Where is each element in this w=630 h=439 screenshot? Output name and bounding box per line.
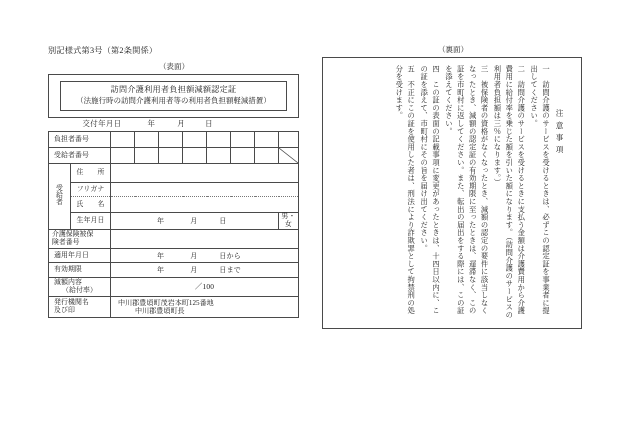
birthdate-label: 生年月日 bbox=[71, 213, 111, 230]
recipient-number-digit[interactable] bbox=[183, 148, 207, 164]
payer-number-label-text: 負担者番号 bbox=[54, 135, 89, 143]
certificate-subtitle: （法施行時の訪問介護利用者等の利用者負担額軽減措置） bbox=[76, 96, 271, 106]
recipient-number-digit[interactable] bbox=[207, 148, 231, 164]
address-row bbox=[49, 164, 299, 183]
back-page bbox=[322, 46, 584, 329]
insured-number-label-l2: 険者番号 bbox=[52, 238, 80, 246]
name-label: 氏 名 bbox=[71, 197, 111, 213]
issue-date-row bbox=[49, 118, 299, 132]
issuer-row bbox=[49, 296, 299, 317]
recipient-group-char: 受 bbox=[56, 185, 63, 193]
reduction-label-l1: 減額内容 bbox=[54, 279, 82, 287]
payer-number-digit[interactable] bbox=[135, 132, 159, 148]
issuer-label bbox=[49, 296, 111, 317]
issuer-label-l2-wrap bbox=[51, 307, 108, 315]
back-side-label: （裏面） bbox=[437, 45, 469, 54]
recipient-number-digit[interactable] bbox=[231, 148, 255, 164]
apply-year: 年 bbox=[157, 251, 165, 260]
recipient-number-strikethrough-cell[interactable] bbox=[279, 148, 299, 164]
birthdate-row bbox=[49, 213, 299, 230]
reduction-label-l2: （給付率） bbox=[62, 286, 97, 294]
insured-number-row bbox=[49, 229, 299, 248]
name-row bbox=[49, 197, 299, 213]
diagonal-strike-icon bbox=[279, 148, 298, 163]
payer-number-digit[interactable] bbox=[159, 132, 183, 148]
apply-date-label bbox=[49, 248, 111, 263]
issuer-label-l1: 発行機関名 bbox=[54, 299, 89, 307]
payer-number-digit[interactable] bbox=[207, 132, 231, 148]
notes-box bbox=[322, 57, 582, 329]
valid-period-label-text: 有効期限 bbox=[54, 266, 82, 274]
address-label: 住 所 bbox=[71, 164, 111, 183]
recipient-number-digit[interactable] bbox=[135, 148, 159, 164]
recipient-number-label bbox=[49, 148, 111, 164]
note-item-1: 一 訪問介護のサービスを受けるときは、必ずこの認定証を事業者に提出してください。 bbox=[530, 65, 551, 315]
recipient-number-row bbox=[49, 148, 299, 164]
note-item-5: 五 不正にこの証を使用した者は、刑法により詐欺罪として拘禁刑の処分を受けます。 bbox=[395, 65, 417, 315]
furigana-row bbox=[49, 183, 299, 197]
title-row bbox=[49, 75, 299, 118]
payer-number-label bbox=[49, 132, 111, 148]
recipient-number-digit[interactable] bbox=[159, 148, 183, 164]
certificate-title: 訪問介護利用者負担額減額認定証 bbox=[110, 85, 237, 95]
address-value[interactable] bbox=[111, 164, 299, 183]
title-cell bbox=[49, 75, 299, 118]
apply-date-value[interactable] bbox=[111, 248, 299, 263]
recipient-group-label-inner bbox=[49, 186, 70, 207]
apply-date-label-text: 適用年月日 bbox=[54, 251, 89, 259]
recipient-group-char: 給 bbox=[56, 192, 63, 200]
birthdate-value[interactable] bbox=[111, 213, 279, 230]
recipient-number-digit[interactable] bbox=[111, 148, 135, 164]
payer-number-digit[interactable] bbox=[183, 132, 207, 148]
front-page bbox=[48, 46, 300, 318]
valid-day-until: 日まで bbox=[219, 266, 242, 275]
issue-month: 月 bbox=[177, 119, 186, 129]
valid-period-line bbox=[111, 266, 298, 274]
birthdate-line bbox=[111, 217, 278, 225]
reduction-label bbox=[49, 277, 111, 296]
payer-number-digit[interactable] bbox=[255, 132, 279, 148]
name-value[interactable] bbox=[111, 197, 299, 213]
valid-period-value[interactable] bbox=[111, 263, 299, 278]
insured-number-value[interactable] bbox=[111, 229, 299, 248]
apply-day-from: 日から bbox=[219, 251, 242, 260]
birth-day: 日 bbox=[219, 217, 227, 225]
title-box bbox=[60, 81, 287, 111]
note-item-3: 三 被保険者の資格がなくなったとき、減額の認定の要件に該当しなくなったとき、減額の認定証の有効期限に至ったときは、遅滞なく、この証を市町村に返してください。また、転出の届出をする際には、この証を添えてください。 bbox=[444, 65, 490, 315]
valid-period-row bbox=[49, 263, 299, 278]
issue-year: 年 bbox=[147, 119, 156, 129]
payer-number-digit[interactable] bbox=[231, 132, 255, 148]
recipient-number-digit[interactable] bbox=[255, 148, 279, 164]
insured-number-label bbox=[49, 229, 111, 248]
valid-period-label bbox=[49, 263, 111, 278]
issuer-label-l2: 及び印 bbox=[54, 307, 75, 315]
notes-heading: 注意事項 bbox=[555, 109, 564, 158]
payer-number-digit[interactable] bbox=[111, 132, 135, 148]
issue-day: 日 bbox=[205, 119, 213, 129]
issuer-label-l1-wrap bbox=[51, 299, 108, 307]
apply-date-line bbox=[111, 252, 298, 260]
note-item-4: 四 この証の表面の記載事項に変更があったときは、十四日以内に、この証を添えて、市町村にその旨を届け出てください。 bbox=[420, 65, 441, 315]
reduction-rate-value[interactable]: ／100 bbox=[111, 277, 299, 296]
payer-number-row bbox=[49, 132, 299, 148]
birth-month: 月 bbox=[190, 217, 198, 225]
front-side-label: （表面） bbox=[158, 61, 190, 71]
issue-date-cell bbox=[49, 118, 299, 132]
insured-number-label-l1: 介護保険被保 bbox=[52, 231, 94, 239]
sex-field[interactable]: 男・女 bbox=[279, 213, 299, 230]
apply-date-row bbox=[49, 248, 299, 263]
issuer-address: 中川郡豊頃町茂岩本町125番地 bbox=[118, 298, 214, 307]
recipient-group-label bbox=[49, 164, 71, 230]
furigana-value[interactable] bbox=[111, 183, 299, 197]
note-item-2: 二 訪問介護のサービスを受けるときに支払う金額は介護費用から介護費用に給付率を乗じた額を引いた額になります。（訪問介護のサービスの利用者負担額は三％になります。） bbox=[493, 65, 527, 320]
certificate-table bbox=[48, 74, 299, 318]
reduction-label-l1-wrap bbox=[51, 279, 108, 287]
form-number: 別記様式第3号（第2条関係） bbox=[48, 46, 158, 55]
issue-date-label: 交付年月日 bbox=[82, 119, 122, 129]
payer-number-digit[interactable] bbox=[279, 132, 299, 148]
valid-month: 月 bbox=[190, 266, 198, 275]
furigana-label: フリガナ bbox=[71, 183, 111, 197]
reduction-row bbox=[49, 277, 299, 296]
issuer-name: 中川郡豊頃町長 bbox=[135, 307, 185, 316]
birth-year: 年 bbox=[157, 217, 165, 225]
apply-month: 月 bbox=[190, 251, 198, 260]
valid-year: 年 bbox=[157, 266, 165, 275]
recipient-number-label-text: 受給者番号 bbox=[54, 151, 89, 159]
vertical-text-wrap bbox=[331, 65, 573, 321]
issue-date-line bbox=[49, 120, 299, 129]
recipient-group-char: 者 bbox=[56, 198, 63, 206]
issuer-value[interactable] bbox=[111, 296, 299, 317]
